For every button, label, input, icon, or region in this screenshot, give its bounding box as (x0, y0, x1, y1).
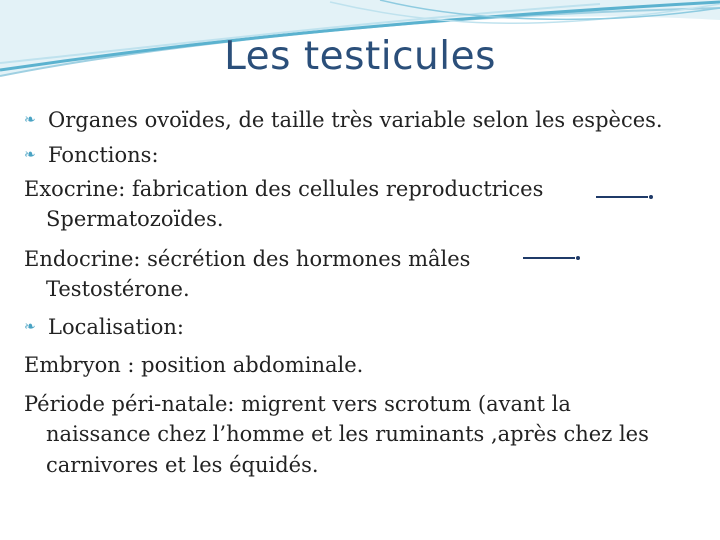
line-carnivores: carnivores et les équidés. (46, 453, 319, 477)
wave-bullet-icon: ❧ (24, 147, 36, 163)
line-naissance: naissance chez l’homme et les ruminants ,après chez les (46, 422, 649, 446)
wave-bullet-icon: ❧ (24, 112, 36, 128)
slide-title: Les testicules (224, 34, 496, 79)
line-embryon: Embryon : position abdominale. (24, 353, 364, 377)
bullet-line-fonctions (24, 143, 159, 167)
line-spermatozoides: Spermatozoïdes. (46, 207, 224, 231)
line-testosterone: Testostérone. (46, 277, 190, 301)
bullet-line-localisation (24, 315, 184, 339)
wave-bullet-icon: ❧ (24, 319, 36, 335)
arrow-right-icon (523, 254, 583, 262)
line-exocrine: Exocrine: fabrication des cellules reproductrices (24, 177, 544, 201)
line-endocrine: Endocrine: sécrétion des hormones mâles (24, 247, 471, 271)
line-periode: Période péri-natale: migrent vers scrotum (avant la (24, 392, 571, 416)
bullet-line-organes (24, 108, 663, 132)
line-text: Organes ovoïdes, de taille très variable selon les espèces. (48, 108, 663, 132)
line-text: Localisation: (48, 315, 184, 339)
arrow-right-icon (596, 193, 656, 201)
line-text: Fonctions: (48, 143, 159, 167)
